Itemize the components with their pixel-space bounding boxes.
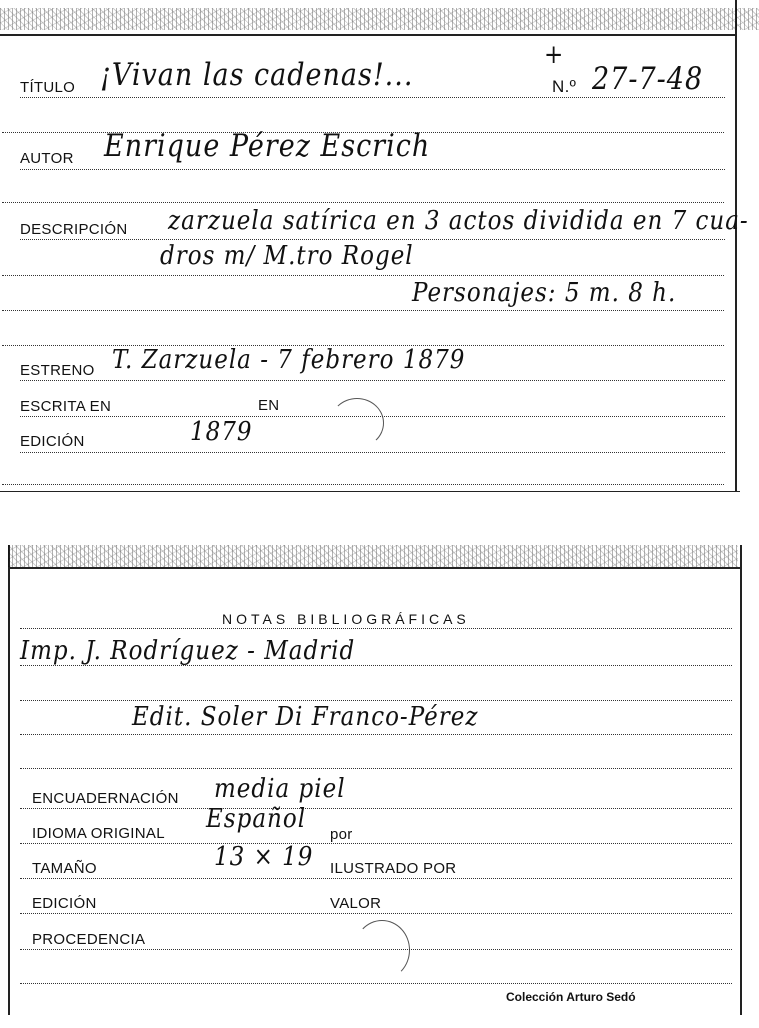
collection-footer: Colección Arturo Sedó: [506, 990, 636, 1004]
stain-mark: [354, 920, 410, 980]
personajes-value: Personajes: 5 m. 8 h.: [412, 278, 677, 308]
card-edge-texture: [0, 8, 759, 30]
rule: [2, 310, 724, 311]
idioma-label: IDIOMA ORIGINAL: [32, 825, 165, 842]
ilustrado-label: ILUSTRADO POR: [330, 860, 457, 877]
procedencia-label: PROCEDENCIA: [32, 931, 146, 948]
escrita-en-label: ESCRITA EN: [20, 398, 112, 415]
autor-label: AUTOR: [20, 150, 74, 167]
estreno-rule: [20, 380, 725, 381]
edicion-rule: [20, 452, 725, 453]
idioma-value: Español: [206, 804, 307, 834]
cross-mark: +: [544, 40, 565, 70]
edicion-label: EDICIÓN: [20, 433, 85, 450]
edicion-bottom-label: EDICIÓN: [32, 895, 97, 912]
notas-heading: NOTAS BIBLIOGRÁFICAS: [222, 611, 470, 627]
descripcion-line-2: dros m/ M.tro Rogel: [160, 241, 414, 271]
rule: [20, 843, 732, 844]
descripcion-label: DESCRIPCIÓN: [20, 221, 128, 238]
heading-rule: [20, 628, 732, 629]
card-bottom-top-border: [8, 567, 740, 569]
note-line-2: Edit. Soler Di Franco-Pérez: [132, 702, 479, 732]
note-line-1: Imp. J. Rodríguez - Madrid: [20, 636, 356, 666]
rule: [20, 878, 732, 879]
escrita-rule: [20, 416, 725, 417]
descripcion-line-1: zarzuela satírica en 3 actos dividida en 7 cua-: [168, 206, 749, 236]
rule: [2, 202, 724, 203]
rule: [20, 949, 732, 950]
autor-value: Enrique Pérez Escrich: [104, 128, 431, 164]
titulo-label: TÍTULO: [20, 79, 76, 96]
encuadernacion-value: media piel: [214, 774, 346, 804]
rule: [2, 275, 724, 276]
rule: [20, 700, 732, 701]
rule: [20, 913, 732, 914]
titulo-rule: [20, 97, 725, 98]
rule: [20, 983, 732, 984]
tamano-value: 13 × 19: [214, 842, 314, 872]
encuadernacion-label: ENCUADERNACIÓN: [32, 790, 179, 807]
card-edge-texture: [8, 545, 738, 567]
por-label: por: [330, 826, 353, 843]
card-top-bottom-edge: [0, 491, 740, 492]
autor-rule: [20, 169, 725, 170]
stain-mark: [330, 398, 384, 448]
en-label: EN: [258, 397, 280, 414]
edicion-value: 1879: [190, 417, 253, 447]
rule: [20, 665, 732, 666]
tamano-label: TAMAÑO: [32, 860, 97, 877]
titulo-value: ¡Vivan las cadenas!...: [100, 57, 414, 93]
card-top-border: [0, 34, 735, 36]
rule: [20, 734, 732, 735]
estreno-label: ESTRENO: [20, 362, 95, 379]
rule: [20, 808, 732, 809]
estreno-value: T. Zarzuela - 7 febrero 1879: [112, 345, 466, 375]
numero-value: 27-7-48: [592, 61, 704, 97]
rule: [20, 768, 732, 769]
numero-label: N.º: [552, 77, 577, 96]
valor-label: VALOR: [330, 895, 382, 912]
rule: [2, 484, 724, 485]
descripcion-rule: [20, 239, 725, 240]
